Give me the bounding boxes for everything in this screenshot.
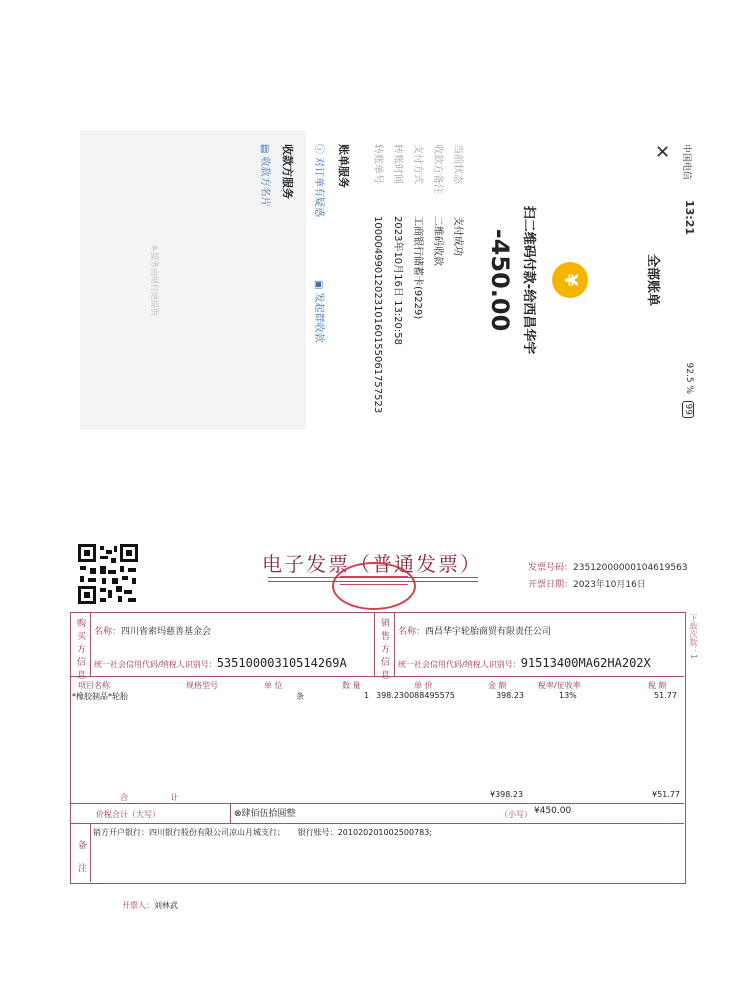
divider: [394, 612, 395, 676]
payee-card-link[interactable]: ▤ 收款方名片: [259, 144, 270, 207]
item-qty: 1: [364, 691, 370, 700]
detail-value: 2023年10月16日 13:20:58: [392, 216, 403, 345]
item-name: *橡胶制品*轮胎: [72, 692, 128, 701]
seller-side-label: 销售方信息: [379, 618, 389, 683]
item-unit: 条: [296, 692, 304, 701]
seller-name: 名称：西昌华宇轮胎商贸有限责任公司: [398, 627, 552, 637]
detail-row: [390, 144, 404, 418]
detail-label: 转账时间: [392, 144, 403, 184]
merchant-avatar-icon: ¥: [552, 262, 588, 298]
merchant-name: 扫二维码付款-给西昌华宇: [521, 205, 536, 355]
item-price: 398.230088495575: [376, 691, 455, 700]
detail-value: 支付成功: [452, 216, 463, 256]
phone-screen: [80, 130, 700, 430]
divider: [70, 823, 684, 824]
sum-small-value: ¥450.00: [534, 806, 572, 816]
sum-small-label: （小写）: [500, 810, 532, 819]
sum-uppercase: ⊗肆佰伍拾圆整: [234, 809, 296, 819]
col-header-spec: 规格型号: [186, 681, 218, 690]
group-collect-link[interactable]: ▣ 发起群收款: [313, 280, 324, 343]
detail-label: 收款方备注: [432, 144, 443, 194]
payment-receipt-screenshot: [80, 130, 700, 430]
item-rate: 13%: [559, 691, 577, 700]
col-header-qty: 数 量: [342, 681, 361, 690]
divider: [70, 676, 684, 677]
buyer-side-label: 购买方信息: [75, 618, 85, 683]
close-icon[interactable]: ✕: [651, 144, 672, 160]
col-header-unit: 单 位: [264, 681, 283, 690]
divider: [70, 803, 684, 804]
item-amount: 398.23: [496, 691, 524, 700]
divider: [90, 612, 91, 676]
detail-row: [450, 144, 464, 418]
buyer-tax-id: 统一社会信用代码/纳税人识别号：53510000310514269A: [94, 656, 347, 670]
detail-value: 1000049901202310160155061757523: [372, 216, 383, 414]
order-doubt-link[interactable]: ⓘ 对订单有疑惑: [313, 144, 324, 218]
item-tax: 51.77: [654, 691, 677, 700]
payment-amount: -450.00: [486, 228, 514, 332]
detail-label: 支付方式: [412, 144, 423, 184]
col-header-name: 项目名称: [78, 681, 110, 690]
card-icon: ▤: [259, 144, 270, 157]
detail-value: 二维码收款: [432, 216, 443, 266]
status-signal: 92.5 %: [684, 362, 694, 394]
sum-label: 价税合计（大写）: [96, 810, 160, 819]
cross-circle-icon: ⊗: [234, 809, 242, 819]
divider: [230, 803, 231, 823]
question-icon: ⓘ: [313, 144, 324, 158]
invoice-date: 开票日期：2023年10月16日: [528, 580, 646, 590]
page-title: 全部账单: [645, 253, 660, 306]
bill-service-title: 账单服务: [337, 144, 350, 188]
group-icon: ▣: [313, 280, 324, 293]
seller-tax-id: 统一社会信用代码/纳税人识别号：91513400MA62HA202X: [398, 656, 651, 670]
detail-row: [410, 144, 424, 418]
status-carrier: 中国电信: [681, 144, 691, 181]
detail-row: [430, 144, 444, 418]
total-label: 合 计: [120, 793, 199, 802]
issuer: 开票人：刘林武: [122, 901, 178, 910]
detail-label: 转账单号: [372, 144, 383, 184]
invoice-title: 电子发票（普通发票）: [262, 552, 482, 576]
payee-service-title: 收款方服务: [281, 144, 294, 199]
divider: [374, 612, 375, 676]
download-count: 下载次数：1: [689, 614, 698, 660]
remark-text: 销方开户银行：四川银行股份有限公司凉山月城支行； 银行账号：201020201002500783;: [93, 828, 433, 837]
col-header-price: 单 价: [414, 681, 433, 690]
qr-code: [78, 544, 138, 604]
status-time: 13:21: [683, 200, 696, 236]
col-header-rate: 税率/征收率: [538, 681, 581, 690]
divider: [90, 823, 91, 882]
detail-label: 当前状态: [452, 144, 463, 184]
detail-value: 工商银行储蓄卡(9229): [412, 216, 423, 320]
remark-label: 备注: [76, 840, 86, 886]
col-header-tax: 税 额: [648, 681, 667, 690]
total-tax: ¥51.77: [652, 790, 680, 799]
battery-icon: 99: [682, 401, 694, 418]
invoice-number: 发票号码：23512000000104619563: [528, 563, 688, 573]
buyer-name: 名称：四川省索玛慈善基金会: [94, 627, 212, 637]
col-header-amount: 金 额: [488, 681, 507, 690]
total-amount: ¥398.23: [490, 790, 524, 799]
footnote: 本服务由财付通提供: [150, 244, 159, 316]
detail-row: [370, 144, 384, 418]
official-seal: [332, 562, 416, 610]
